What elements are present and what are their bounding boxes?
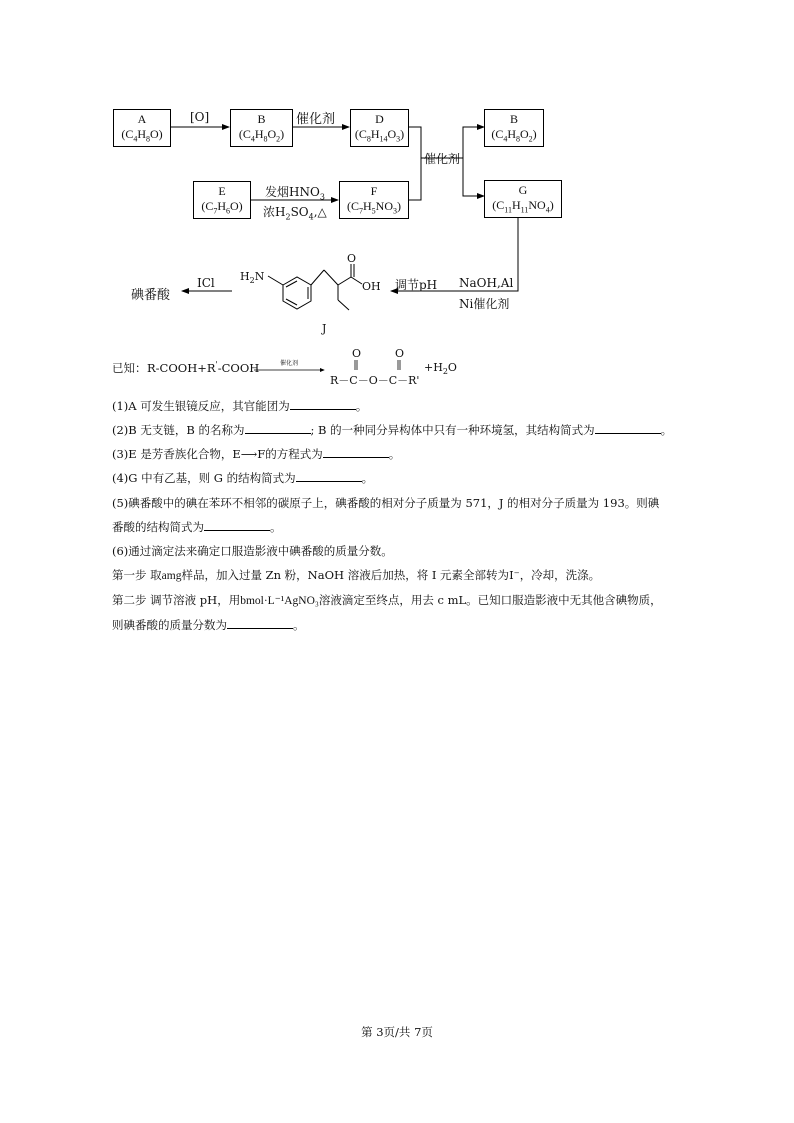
compound-A-formula: $(C_4H_8O)$ <box>121 127 163 144</box>
compound-A-box <box>113 109 171 147</box>
compound-A-name: A <box>137 112 147 126</box>
answer-blank[interactable] <box>245 422 311 434</box>
compound-G-formula: $(C_{11}H_{11}NO_4)$ <box>492 198 554 215</box>
label-nitration-bottom: 浓$H_2SO_4,\triangle$ <box>263 205 327 222</box>
question-1: (1)A 可发生银镜反应，其官能团为 。 <box>112 399 368 413</box>
compound-E-formula: $(C_7H_6O)$ <box>201 199 243 216</box>
label-adjust-ph: 调节pH <box>395 278 438 292</box>
J-h2n-label: $H_2N$ <box>240 270 265 286</box>
label-reduction-bottom: Ni催化剂 <box>459 297 510 311</box>
known-product: R－C－O－C－R' <box>330 374 420 387</box>
reaction-scheme-lines <box>0 0 794 360</box>
known-water: $+H_2O$ <box>424 361 457 377</box>
known-o2: O <box>395 347 405 360</box>
question-4: (4)G 中有乙基，则 G 的结构简式为 。 <box>112 471 374 485</box>
J-label: J <box>322 322 327 335</box>
page-footer: 第 3页/共 7页 <box>361 1025 433 1039</box>
answer-blank[interactable] <box>323 446 389 458</box>
label-oxidation: [O] <box>190 110 210 124</box>
known-arrow-label: 催化剂 <box>280 360 299 367</box>
compound-F-formula: $(C_7H_5NO_3)$ <box>346 199 401 216</box>
compound-E-name: E <box>218 184 226 198</box>
known-reactants: R-COOH+R'-COOH <box>147 360 260 375</box>
J-oh-label: OH <box>362 280 381 293</box>
arrow-to-B2 <box>463 127 484 158</box>
known-o1: O <box>352 347 362 360</box>
answer-blank[interactable] <box>296 470 362 482</box>
compound-F-box <box>339 181 409 219</box>
arrow-to-G <box>463 158 484 196</box>
compound-G-box <box>484 180 562 218</box>
compound-B2-name: B <box>509 112 518 126</box>
step-2: 第二步 调节溶液 pH，用bmol·L⁻¹AgNO₃溶液滴定至终点，用去 c mL。已知口服造影液中无其他含碘物质， <box>112 593 662 607</box>
compound-E-box <box>193 181 251 219</box>
known-double-bonds <box>350 358 410 372</box>
question-6: (6)通过滴定法来确定口服造影液中碘番酸的质量分数。 <box>112 544 393 558</box>
step-1: 第一步 取amg样品，加入过量 Zn 粉，NaOH 溶液后加热，将 I 元素全部转为I⁻，冷却，洗涤。 <box>112 568 601 582</box>
question-5-line1: (5)碘番酸中的碘在苯环不相邻的碳原子上，碘番酸的相对分子质量为 571，J 的相对分子质量为 193。则碘 <box>112 496 660 510</box>
compound-B1-box <box>230 109 293 147</box>
compound-D-formula: $(C_8H_{14}O_3)$ <box>354 127 405 144</box>
answer-blank[interactable] <box>227 617 293 629</box>
step-2-line2: 则碘番酸的质量分数为 。 <box>112 618 305 632</box>
answer-blank[interactable] <box>204 519 270 531</box>
label-reduction-top: NaOH,Al <box>459 276 514 290</box>
compound-D-box <box>350 109 409 147</box>
question-2: (2)B 无支链，B 的名称为 ; B 的一种同分异构体中只有一种环境氢，其结构简式为 。 <box>112 423 673 437</box>
J-oxygen-label: O <box>347 252 357 265</box>
compound-B2-box <box>484 109 544 147</box>
structure-J <box>268 264 362 310</box>
label-nitration-top: 发烟$HNO_3$ <box>265 185 325 202</box>
label-catalyst-branch: 催化剂 <box>424 152 461 166</box>
line-D-junction <box>408 127 421 158</box>
compound-B2-formula: $(C_4H_8O_2)$ <box>491 127 537 144</box>
known-prefix: 已知： <box>112 361 147 375</box>
question-5-line2: 番酸的结构简式为 。 <box>112 520 282 534</box>
compound-F-name: F <box>370 184 378 198</box>
label-icl: ICl <box>197 276 215 290</box>
compound-G-name: G <box>518 183 528 197</box>
reaction-arrow-icon: ⟶ <box>240 447 258 461</box>
compound-D-name: D <box>375 112 384 126</box>
product-name: 碘番酸 <box>131 288 171 303</box>
question-3: (3)E 是芳香族化合物，E⟶F的方程式为 。 <box>112 447 401 461</box>
answer-blank[interactable] <box>290 398 356 410</box>
label-catalyst-AD: 催化剂 <box>296 112 336 127</box>
answer-blank[interactable] <box>595 422 661 434</box>
compound-B1-name: B <box>257 112 266 126</box>
compound-B1-formula: $(C_4H_8O_2)$ <box>238 127 285 144</box>
